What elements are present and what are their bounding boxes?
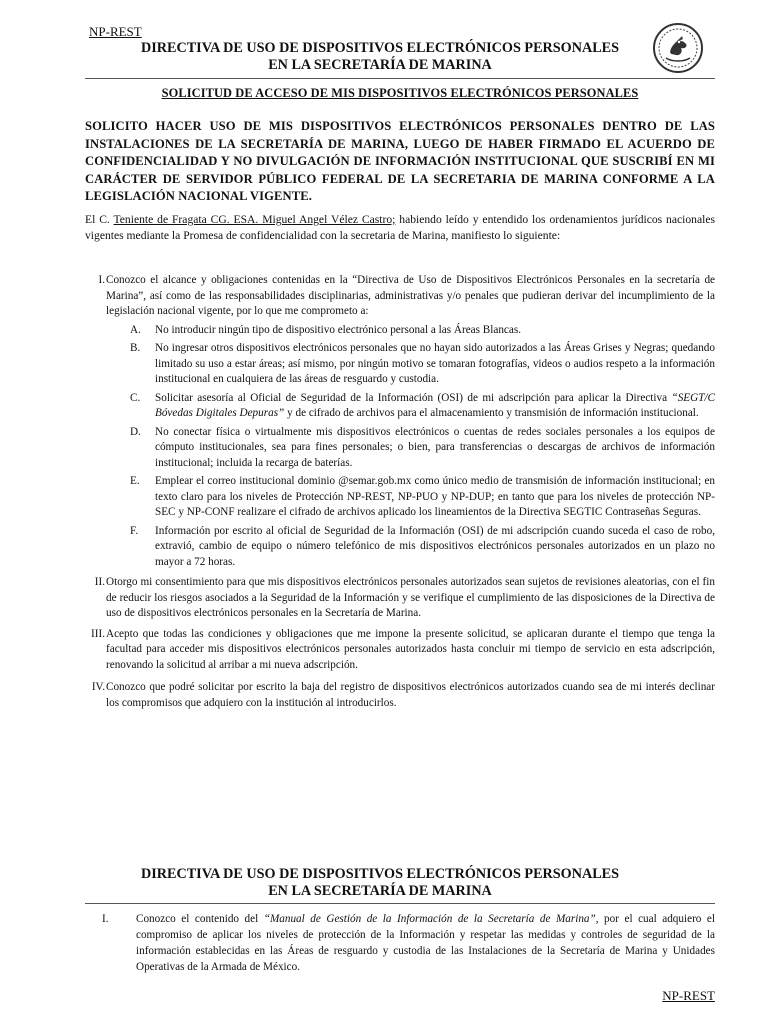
- sub-item-text: No introducir ningún tipo de dispositivo electrónico personal a las Áreas Blancas.: [155, 323, 521, 336]
- sub-item-letter: E.: [130, 475, 140, 487]
- sub-item-text: Información por escrito al oficial de Seguridad de la Información (OSI) de mi adscripción cuando suceda el caso de robo, extravió, cambio de equipo o número telefónico de mis dispositivos electrónicos personales autorizados en un plazo no mayor a 72 horas.: [155, 524, 715, 568]
- item-number: II.: [94, 576, 105, 588]
- sub-list: [106, 323, 715, 571]
- document-title-line1: DIRECTIVA DE USO DE DISPOSITIVOS ELECTRÓNICOS PERSONALES: [140, 40, 620, 56]
- item-number: I.: [98, 274, 105, 286]
- header-divider: [85, 78, 715, 79]
- item-text: Conozco que podré solicitar por escrito la baja del registro de dispositivos electrónicos autorizados cuando sea de mi interés declinar los compromisos que adquiero con la institución al introducirlos.: [106, 681, 715, 709]
- officer-name: Teniente de Fragata CG. ESA. Miguel Angel Vélez Castro;: [113, 213, 396, 226]
- second-item-before: Conozco el contenido del: [136, 913, 264, 925]
- classification-label-bottom: NP-REST: [662, 988, 715, 1003]
- sub-item-b: [106, 341, 715, 388]
- declaration-paragraph: SOLICITO HACER USO DE MIS DISPOSITIVOS ELECTRÓNICOS PERSONALES DENTRO DE LAS INSTALACIONES DE LA SECRETARÍA DE MARINA, LUEGO DE HABER FIRMADO EL ACUERDO DE CONFIDENCIALIDAD Y NO DIVULGACIÓN DE INFORMACIÓN INSTITUCIONAL QUE SUSCRIBÍ EN MI CARÁCTER DE SERVIDOR PÚBLICO FEDERAL DE LA SECRETARIA DE MARINA CONFORME A LA LEGISLACIÓN NACIONAL VIGENTE.: [85, 119, 715, 203]
- sub-item-c: [106, 391, 715, 422]
- second-title-line1: DIRECTIVA DE USO DE DISPOSITIVOS ELECTRÓNICOS PERSONALES: [140, 866, 620, 882]
- sub-item-letter: C.: [130, 391, 141, 404]
- item-text: Acepto que todas las condiciones y obligaciones que me impone la presente solicitud, se aplicaran durante el tiempo que tenga la facultad para acceder mis dispositivos electrónicos personales autorizados hasta concluir mi tiempo de servicio en esta adscripción, renovando la solicitud al arribar a mi nueva adscripción.: [106, 627, 715, 671]
- item-number: IV.: [91, 681, 105, 693]
- item-text: Otorgo mi consentimiento para que mis dispositivos electrónicos personales autorizados sean sujetos de revisiones aleatorias, con el fin de reducir los riesgos asociados a la Seguridad de la Información y se verifique el cumplimiento de las disposiciones de la Directiva de uso de dispositivos electrónicos personales en la Secretaría de Marina.: [106, 576, 715, 619]
- sub-item-letter: D.: [130, 425, 141, 438]
- sub-item-text-before: Solicitar asesoría al Oficial de Seguridad de la Información (OSI) de mi adscripción para aplicar la Directiva: [155, 391, 672, 404]
- item-number: III.: [91, 627, 105, 640]
- sub-item-letter: F.: [130, 524, 139, 537]
- classification-label-top: NP-REST: [89, 24, 142, 39]
- request-subtitle: SOLICITUD DE ACCESO DE MIS DISPOSITIVOS ELECTRÓNICOS PERSONALES: [161, 86, 639, 100]
- document-title: [120, 40, 640, 74]
- document-title-line2: EN LA SECRETARÍA DE MARINA: [268, 57, 492, 73]
- sub-item-f: [106, 524, 715, 571]
- sub-item-text: Emplear el correo institucional dominio @semar.gob.mx como único medio de transmisión de información institucional; en texto claro para los niveles de Protección NP-REST, NP-PUO y NP-DUP; en tanto que para los niveles de protección NP-SEC y NP-CONF realizare el cifrado de archivos aplicado los lineamientos de la Directiva SEGTIC Contraseñas Seguras.: [155, 475, 715, 518]
- list-item-ii: [85, 575, 715, 622]
- sub-item-a: [106, 323, 715, 339]
- coat-of-arms-seal-icon: [652, 22, 704, 74]
- second-item-text: [85, 911, 715, 975]
- sub-item-text: No conectar física o virtualmente mis dispositivos electrónicos o cuentas de redes sociales personales a los equipos de cómputo institucionales, sea para fines personales; o bien, para transferencias o descargas de archivos de información institucional; incluida la recarga de baterías.: [155, 425, 715, 469]
- commitments-list: [85, 273, 715, 711]
- second-title-line2: EN LA SECRETARÍA DE MARINA: [268, 883, 492, 899]
- intro-suffix: habiendo leído y entendido los ordenamientos jurídicos nacionales vigentes mediante la Promesa de confidencialidad con la secretaria de Marina, manifiesto lo siguiente:: [85, 213, 715, 242]
- item-number: I.: [102, 913, 109, 925]
- second-section-item: [85, 911, 715, 975]
- sub-item-letter: A.: [130, 323, 141, 336]
- manual-reference: “Manual de Gestión de la Información de la Secretaría de Marina”: [263, 913, 596, 925]
- item-text: Conozco el alcance y obligaciones contenidas en la “Directiva de Uso de Dispositivos Electrónicos Personales en la secretaría de Marina”, así como de las responsabilidades disciplinarias, administrativas y/o penales que pudieran derivar del incumplimiento de la legislación nacional vigente, por lo que me comprometo a:: [106, 274, 715, 317]
- sub-item-letter: B.: [130, 342, 141, 354]
- second-item-after: , por el cual adquiero el compromiso de aplicar los niveles de protección de la Información y respetar las medidas y controles de seguridad de la información establecidas en las Áreas de resguardo y custodia de las Instalaciones de la Secretaría de Marina y Unidades Operativas de la Armada de México.: [136, 913, 715, 973]
- sub-item-d: [106, 425, 715, 472]
- sub-item-text: No ingresar otros dispositivos electrónicos personales que no hayan sido autorizados a las Áreas Grises y Negras; quedando limitado su uso a estar áreas; así mismo, por ningún motivo se tomaran fotografías, videos o audios respeto a la información institucional en cualquiera de las áreas de resguardo y custodia.: [155, 342, 715, 385]
- second-section-title: [120, 866, 640, 900]
- intro-paragraph: [85, 212, 715, 244]
- list-item-iv: [85, 680, 715, 711]
- list-item-i: [85, 273, 715, 570]
- second-section-divider: [85, 903, 715, 904]
- intro-prefix: El C.: [85, 213, 114, 226]
- sub-item-text-after: y de cifrado de archivos para el almacenamiento y transmisión de información institucional.: [284, 407, 699, 419]
- sub-item-e: [106, 474, 715, 521]
- directive-reference: “SEGT/C Bóvedas Digitales Depuras”: [155, 391, 715, 419]
- list-item-iii: [85, 627, 715, 674]
